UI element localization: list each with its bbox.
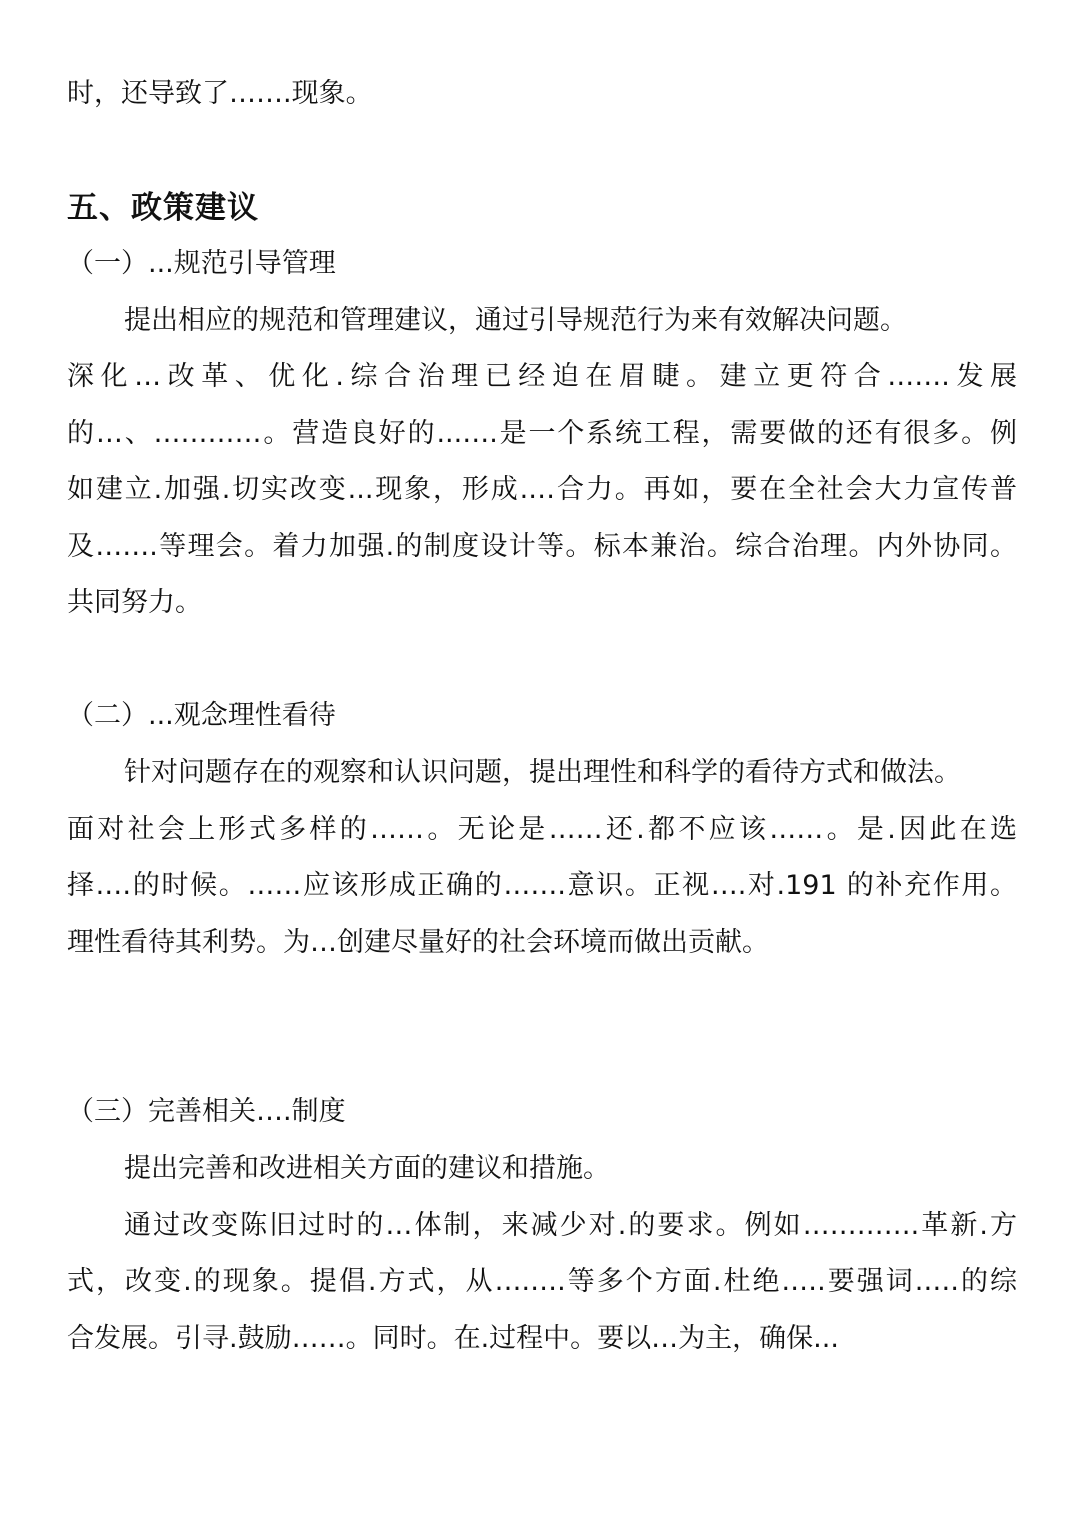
subsection-3-paragraph-line: 式，改变.的现象。提倡.方式，从….….等多个方面.杜绝.….要强词.….的综: [67, 1266, 1017, 1297]
subsection-2-paragraph-line: 择.…的时候。……应该形成正确的…….意识。正视….对.191 的补充作用。: [67, 870, 1017, 901]
subsection-1-paragraph-line: 的…、…………。营造良好的...….是一个系统工程，需要做的还有很多。例: [67, 418, 1017, 449]
subsection-3-heading: （三）完善相关….制度: [67, 1096, 346, 1127]
subsection-2-paragraph-line: 针对问题存在的观察和认识问题，提出理性和科学的看待方式和做法。: [124, 757, 961, 788]
intro-line: 时，还导致了…….现象。: [67, 78, 373, 109]
subsection-2-paragraph-line: 面对社会上形式多样的……。无论是……还.都不应该……。是.因此在选: [67, 814, 1017, 845]
subsection-1-paragraph-line: 如建立.加强.切实改变...现象，形成.…合力。再如，要在全社会大力宣传普: [67, 474, 1017, 505]
subsection-1-paragraph-line: 提出相应的规范和管理建议，通过引导规范行为来有效解决问题。: [124, 305, 907, 336]
subsection-1-paragraph-line: 及…….等理会。着力加强.的制度设计等。标本兼治。综合治理。内外协同。: [67, 531, 1017, 562]
subsection-1-heading: （一）...规范引导管理: [67, 248, 336, 279]
subsection-2-heading: （二）...观念理性看待: [67, 700, 336, 731]
subsection-3-paragraph-line: 通过改变陈旧过时的…体制，来减少对.的要求。例如………….革新.方: [124, 1210, 1017, 1241]
subsection-1-paragraph-line: 共同努力。: [67, 587, 202, 618]
subsection-1-paragraph-line: 深化…改革、优化.综合治理已经迫在眉睫。建立更符合…….发展: [67, 361, 1017, 392]
subsection-2-paragraph-line: 理性看待其利势。为…创建尽量好的社会环境而做出贡献。: [67, 927, 769, 958]
subsection-3-paragraph-line: 合发展。引寻.鼓励……。同时。在.过程中。要以…为主，确保...: [67, 1323, 839, 1354]
section-title: 五、政策建议: [67, 190, 259, 226]
subsection-3-paragraph-line: 提出完善和改进相关方面的建议和措施。: [124, 1153, 610, 1184]
